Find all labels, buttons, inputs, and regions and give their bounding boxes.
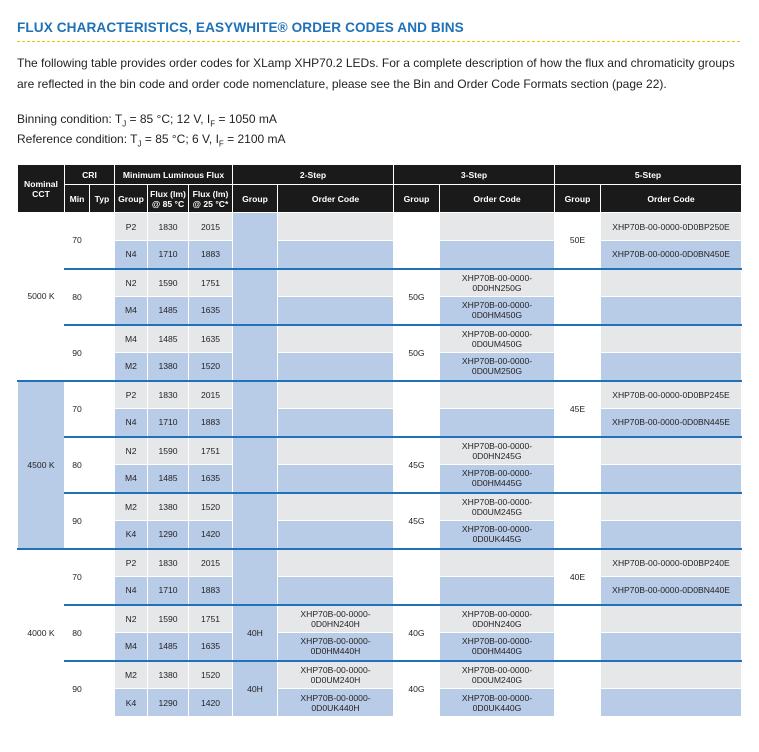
cri-min-cell: 70 (65, 381, 90, 437)
five-step-group-cell (555, 661, 601, 717)
header-3-step-order: Order Code (440, 185, 555, 213)
flux-85-cell: 1380 (148, 493, 189, 521)
table-row (18, 493, 742, 521)
three-step-order-code: XHP70B-00-0000-0D0HM450G (440, 297, 555, 325)
cri-typ-cell (90, 437, 115, 493)
three-step-order-code: XHP70B-00-0000-0D0HM445G (440, 465, 555, 493)
two-step-group-cell (233, 549, 278, 605)
flux-25-cell: 1520 (189, 493, 233, 521)
flux-25-cell: 1635 (189, 465, 233, 493)
two-step-group-cell (233, 493, 278, 549)
flux-25-cell: 1751 (189, 437, 233, 465)
five-step-order-code (601, 605, 742, 633)
order-codes-table (17, 164, 742, 717)
three-step-group-cell: 50G (394, 325, 440, 381)
flux-25-cell: 2015 (189, 549, 233, 577)
flux-25-cell: 1520 (189, 353, 233, 381)
two-step-order-code: XHP70B-00-0000-0D0HM440H (278, 633, 394, 661)
three-step-order-code: XHP70B-00-0000-0D0HM440G (440, 633, 555, 661)
five-step-group-cell: 45E (555, 381, 601, 437)
three-step-order-code (440, 577, 555, 605)
table-row (18, 381, 742, 409)
flux-group-cell: P2 (115, 549, 148, 577)
five-step-order-code (601, 521, 742, 549)
flux-25-cell: 1883 (189, 241, 233, 269)
table-body (18, 213, 742, 717)
header-min: Min (65, 185, 90, 213)
reference-t-sub: J (137, 139, 142, 149)
two-step-group-cell: 40H (233, 661, 278, 717)
five-step-group-cell (555, 269, 601, 325)
table-row (18, 325, 742, 353)
cct-cell: 4500 K (18, 381, 65, 549)
flux-25-cell: 1751 (189, 269, 233, 297)
cri-min-cell: 70 (65, 213, 90, 269)
flux-25-cell: 1751 (189, 605, 233, 633)
section-title: FLUX CHARACTERISTICS, EASYWHITE® ORDER CODES AND BINS (17, 20, 464, 35)
flux-group-cell: N4 (115, 241, 148, 269)
header-typ: Typ (90, 185, 115, 213)
table-row (18, 437, 742, 465)
five-step-group-cell (555, 325, 601, 381)
flux-25-cell: 1635 (189, 325, 233, 353)
two-step-order-code (278, 465, 394, 493)
two-step-order-code (278, 269, 394, 297)
two-step-order-code: XHP70B-00-0000-0D0HN240H (278, 605, 394, 633)
table-row (18, 213, 742, 241)
five-step-order-code: XHP70B-00-0000-0D0BN450E (601, 241, 742, 269)
five-step-order-code: XHP70B-00-0000-0D0BN445E (601, 409, 742, 437)
five-step-order-code (601, 353, 742, 381)
two-step-order-code (278, 549, 394, 577)
three-step-order-code (440, 549, 555, 577)
two-step-order-code (278, 577, 394, 605)
five-step-order-code (601, 633, 742, 661)
table-row (18, 633, 742, 661)
two-step-group-cell: 40H (233, 605, 278, 661)
binning-suffix: = 1050 mA (215, 112, 277, 126)
table-row (18, 297, 742, 325)
two-step-order-code (278, 325, 394, 353)
flux-85-cell: 1590 (148, 269, 189, 297)
five-step-group-cell (555, 605, 601, 661)
header-5-step-group: Group (555, 185, 601, 213)
cri-min-cell: 90 (65, 493, 90, 549)
three-step-group-cell: 40G (394, 661, 440, 717)
binning-i-sub: F (210, 119, 216, 129)
flux-25-cell: 1883 (189, 577, 233, 605)
cri-typ-cell (90, 213, 115, 269)
two-step-order-code (278, 493, 394, 521)
flux-group-cell: P2 (115, 381, 148, 409)
two-step-order-code (278, 409, 394, 437)
binning-mid: = 85 °C; 12 V, I (126, 112, 211, 126)
table-row (18, 409, 742, 437)
three-step-order-code: XHP70B-00-0000-0D0UM245G (440, 493, 555, 521)
cri-min-cell: 80 (65, 269, 90, 325)
flux-group-cell: N2 (115, 437, 148, 465)
three-step-group-cell (394, 549, 440, 605)
three-step-group-cell: 50G (394, 269, 440, 325)
table-row (18, 549, 742, 577)
table-row (18, 241, 742, 269)
header-flux-85: Flux (lm) @ 85 °C (148, 185, 189, 213)
two-step-order-code: XHP70B-00-0000-0D0UM240H (278, 661, 394, 689)
flux-group-cell: N2 (115, 269, 148, 297)
binning-prefix: Binning condition: T (17, 112, 123, 126)
flux-group-cell: M2 (115, 353, 148, 381)
five-step-group-cell: 50E (555, 213, 601, 269)
cri-typ-cell (90, 325, 115, 381)
order-codes-table-wrapper (17, 164, 742, 717)
flux-85-cell: 1710 (148, 409, 189, 437)
five-step-order-code (601, 689, 742, 717)
two-step-order-code (278, 241, 394, 269)
table-row (18, 689, 742, 717)
reference-prefix: Reference condition: T (17, 132, 138, 146)
flux-85-cell: 1590 (148, 605, 189, 633)
dashed-divider (17, 41, 740, 42)
three-step-order-code (440, 213, 555, 241)
flux-group-cell: K4 (115, 521, 148, 549)
flux-85-cell: 1380 (148, 661, 189, 689)
flux-85-cell: 1710 (148, 577, 189, 605)
three-step-order-code: XHP70B-00-0000-0D0UM250G (440, 353, 555, 381)
table-row (18, 661, 742, 689)
five-step-group-cell (555, 437, 601, 493)
cri-typ-cell (90, 269, 115, 325)
five-step-group-cell (555, 493, 601, 549)
header-2-step: 2-Step (233, 165, 394, 185)
table-row (18, 269, 742, 297)
three-step-order-code: XHP70B-00-0000-0D0UM450G (440, 325, 555, 353)
reference-suffix: = 2100 mA (223, 132, 286, 146)
five-step-order-code (601, 437, 742, 465)
flux-85-cell: 1485 (148, 297, 189, 325)
three-step-group-cell: 45G (394, 437, 440, 493)
cri-min-cell: 80 (65, 437, 90, 493)
table-row (18, 521, 742, 549)
binning-t-sub: J (122, 119, 127, 129)
flux-85-cell: 1290 (148, 521, 189, 549)
cri-typ-cell (90, 661, 115, 717)
flux-85-cell: 1485 (148, 633, 189, 661)
two-step-group-cell (233, 381, 278, 437)
two-step-order-code (278, 353, 394, 381)
flux-85-cell: 1290 (148, 689, 189, 717)
five-step-order-code: XHP70B-00-0000-0D0BP240E (601, 549, 742, 577)
five-step-order-code (601, 325, 742, 353)
cri-typ-cell (90, 493, 115, 549)
two-step-order-code: XHP70B-00-0000-0D0UK440H (278, 689, 394, 717)
two-step-order-code (278, 213, 394, 241)
table-row (18, 577, 742, 605)
three-step-group-cell (394, 213, 440, 269)
flux-group-cell: M4 (115, 325, 148, 353)
five-step-order-code (601, 465, 742, 493)
flux-85-cell: 1485 (148, 465, 189, 493)
flux-85-cell: 1830 (148, 213, 189, 241)
three-step-order-code (440, 381, 555, 409)
header-2-step-group: Group (233, 185, 278, 213)
three-step-order-code (440, 241, 555, 269)
binning-condition (17, 112, 277, 128)
intro-paragraph: The following table provides order codes for XLamp XHP70.2 LEDs. For a complete description of how the flux and chromaticity groups are reflected in the bin code and order code nomenclature, please see the Bin and Order Code Formats section (page 22). (17, 56, 735, 91)
five-step-group-cell: 40E (555, 549, 601, 605)
three-step-group-cell: 40G (394, 605, 440, 661)
two-step-group-cell (233, 269, 278, 325)
two-step-group-cell (233, 325, 278, 381)
table-row (18, 465, 742, 493)
two-step-order-code (278, 381, 394, 409)
flux-25-cell: 1635 (189, 297, 233, 325)
cri-min-cell: 90 (65, 325, 90, 381)
flux-group-cell: M4 (115, 633, 148, 661)
cct-cell: 4000 K (18, 549, 65, 717)
two-step-group-cell (233, 213, 278, 269)
five-step-order-code (601, 661, 742, 689)
cri-min-cell: 80 (65, 605, 90, 661)
flux-group-cell: M4 (115, 297, 148, 325)
table-row (18, 605, 742, 633)
flux-25-cell: 1420 (189, 689, 233, 717)
cri-typ-cell (90, 381, 115, 437)
flux-group-cell: N4 (115, 577, 148, 605)
flux-group-cell: N2 (115, 605, 148, 633)
two-step-order-code (278, 437, 394, 465)
two-step-group-cell (233, 437, 278, 493)
five-step-order-code: XHP70B-00-0000-0D0BP250E (601, 213, 742, 241)
three-step-group-cell (394, 381, 440, 437)
three-step-order-code: XHP70B-00-0000-0D0UM240G (440, 661, 555, 689)
flux-25-cell: 1883 (189, 409, 233, 437)
two-step-order-code (278, 297, 394, 325)
flux-85-cell: 1485 (148, 325, 189, 353)
flux-25-cell: 2015 (189, 213, 233, 241)
header-min-flux: Minimum Luminous Flux (115, 165, 233, 185)
three-step-order-code: XHP70B-00-0000-0D0HN240G (440, 605, 555, 633)
cri-min-cell: 90 (65, 661, 90, 717)
flux-85-cell: 1830 (148, 549, 189, 577)
five-step-order-code: XHP70B-00-0000-0D0BP245E (601, 381, 742, 409)
flux-25-cell: 2015 (189, 381, 233, 409)
header-5-step-order: Order Code (601, 185, 742, 213)
reference-i-sub: F (218, 139, 224, 149)
flux-group-cell: M2 (115, 661, 148, 689)
three-step-order-code: XHP70B-00-0000-0D0HN250G (440, 269, 555, 297)
three-step-order-code (440, 409, 555, 437)
header-3-step: 3-Step (394, 165, 555, 185)
five-step-order-code (601, 297, 742, 325)
cri-typ-cell (90, 549, 115, 605)
header-cri: CRI (65, 165, 115, 185)
reference-condition (17, 132, 286, 148)
cri-typ-cell (90, 605, 115, 661)
cri-min-cell: 70 (65, 549, 90, 605)
flux-group-cell: M2 (115, 493, 148, 521)
flux-25-cell: 1635 (189, 633, 233, 661)
two-step-order-code (278, 521, 394, 549)
three-step-group-cell: 45G (394, 493, 440, 549)
header-flux-group: Group (115, 185, 148, 213)
header-nominal-cct: Nominal CCT (18, 165, 65, 213)
flux-group-cell: K4 (115, 689, 148, 717)
three-step-order-code: XHP70B-00-0000-0D0HN245G (440, 437, 555, 465)
flux-85-cell: 1710 (148, 241, 189, 269)
flux-group-cell: N4 (115, 409, 148, 437)
header-flux-25: Flux (lm) @ 25 °C* (189, 185, 233, 213)
five-step-order-code (601, 269, 742, 297)
five-step-order-code (601, 493, 742, 521)
header-5-step: 5-Step (555, 165, 742, 185)
header-2-step-order: Order Code (278, 185, 394, 213)
flux-85-cell: 1590 (148, 437, 189, 465)
cct-cell: 5000 K (18, 213, 65, 381)
three-step-order-code: XHP70B-00-0000-0D0UK440G (440, 689, 555, 717)
flux-group-cell: P2 (115, 213, 148, 241)
flux-85-cell: 1380 (148, 353, 189, 381)
five-step-order-code: XHP70B-00-0000-0D0BN440E (601, 577, 742, 605)
flux-25-cell: 1420 (189, 521, 233, 549)
header-3-step-group: Group (394, 185, 440, 213)
flux-25-cell: 1520 (189, 661, 233, 689)
three-step-order-code: XHP70B-00-0000-0D0UK445G (440, 521, 555, 549)
flux-group-cell: M4 (115, 465, 148, 493)
reference-mid: = 85 °C; 6 V, I (141, 132, 219, 146)
flux-85-cell: 1830 (148, 381, 189, 409)
table-row (18, 353, 742, 381)
